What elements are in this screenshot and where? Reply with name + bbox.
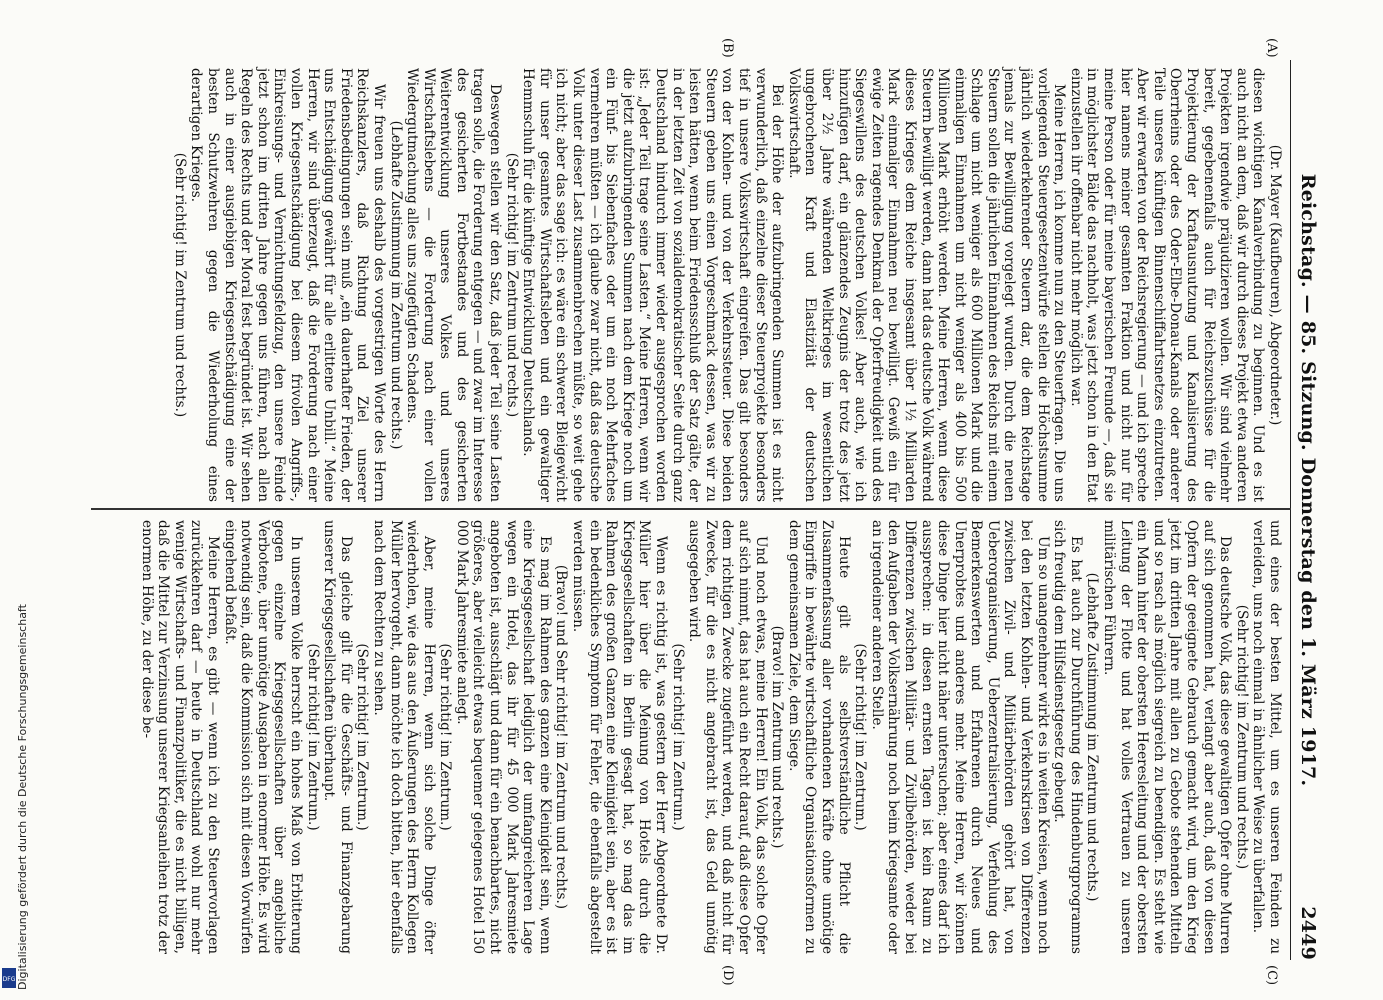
paragraph: Das gleiche gilt für die Geschäfts- und Finanzgebarung unserer Kriegsgesellschaften überhaupt. [321, 520, 354, 954]
paragraph: Wir freuen uns deshalb des vorgestrigen Worte des Herrn Reichskanzlers, daß Richtung und Ziel unserer Friedensbedingungen sein muß „ein dauerhafter Frieden, der uns Entschädigung gewährt für alle erlittene Unbill.“ Meine Herren, wir sind überzeugt, daß die Forderung nach einer vollen Kriegsentschädigung bei diesem frivolen Angriffs-, Einkreisungs- und Vernichtungsfeldzug, den unsere Feinde jetzt schon im dritten Jahre gegen uns führen, nach allen Regeln des Rechts und der Moral fest begründet ist. Wir sehen auch in einer ausgiebigen Kriegsentschädigung eine der besten Schutzwehren gegen die Wiederholung eines derartigen Krieges. [188, 68, 387, 502]
page-header [1290, 60, 1325, 960]
speaker-line: (Dr. Mayer (Kaufbeuren), Abgeordneter.) [1267, 144, 1283, 426]
page-number: 2449 [1297, 906, 1319, 960]
interjection: (Sehr richtig! im Zentrum.) [852, 643, 869, 831]
paragraph: Wenn es richtig ist, was gestern der Herr Abgeordnete Dr. Müller hier über die Meinung von Hotels durch die Kriegsgesellschaften in Berlin gesagt hat, so mag das im Rahmen des großen Ganzen eine Kleinigkeit sein, aber es ist ein bedenkliches Symptom für Fehler, die ebenfalls abgestellt werden müssen. [570, 520, 670, 954]
paragraph: und eines der besten Mittel, um es unseren Feinden zu verleiden, uns noch einmal in ähnlicher Weise zu überfallen. [1250, 520, 1283, 954]
credit-line: Digitalisierung gefördert durch die Deutsche Forschungsgemeinschaft [16, 604, 29, 990]
paragraph: Meine Herren, es gibt — wenn ich zu den Steuervorlagen zurückkehren darf — heute in Deutschland wohl nur mehr wenige Wirtschafts- und Finanzpolitiker, die es nicht billigen, daß die Mittel zur Verzinsung unserer Kriegsanleihen trotz der enormen Höhe, zu der diese be- [138, 520, 221, 954]
paragraph: Es hat auch zur Durchführung des Hindenburgprogramms sich freudig dem Hilfsdienstgesetz gebeugt. [1051, 520, 1084, 954]
interjection: (Lebhafte Zustimmung im Zentrum und rechts.) [387, 120, 404, 450]
margin-mark-a: (A) [1264, 38, 1279, 58]
interjection: (Sehr richtig! im Zentrum und rechts.) [503, 152, 520, 418]
paragraph: Bei der Höhe der aufzubringenden Summen ist es nicht verwunderlich, daß einzelne dieser Steuerprojekte besonders tief in unsere Volkswirtschaft eingreifen. Das gilt besonders von der Kohlen- und von der Verkehrssteuer. Diese beiden Steuern geben uns einen Vorgeschmack dessen, was wir zu leisten hätten, wenn beim Friedensschluß der Satz gälte, der in der letzten Zeit von sozialdemokratischer Seite durch ganz Deutschland hindurch immer wieder ausgesprochen worden ist: „Jeder Teil trage seine Lasten.“ Meine Herren, wenn wir die jetzt aufzubringenden Summen nach dem Kriege noch um ein Fünf- bis Siebenfaches oder um ein noch Mehrfaches vermehren müßten — ich glaube zwar nicht, daß das deutsche Volk unter dieser Last zusammenbrechen müßte, so weit gehe ich nicht; aber das sage ich: es wäre ein schwerer Bleigewicht für unser gesamtes Wirtschaftsleben und ein gewaltiger Hemmschuh für die künftige Entwicklung Deutschlands. [520, 68, 786, 502]
paragraph: Meine Herren, ich komme nun zu den Steuerfragen. Die uns vorliegenden Steuergesetzentwürfe stellen die Höchstsumme jährlich wiederkehrender Steuern dar, die dem Reichstage jemals zur Bewilligung vorgelegt wurden. Durch die neuen Steuern sollen die jährlichen Einnahmen des Reichs mit einem Schlage um nicht weniger als 600 Millionen Mark und die einmaligen Einnahmen um nicht weniger als 400 bis 500 Millionen Mark erhöht werden. Meine Herren, wenn diese Steuern bewilligt werden, dann hat das deutsche Volk während dieses Krieges dem Reiche insgesamt über 1½ Milliarden Mark einmaliger Einnahmen neu bewilligt. Gewiß ein für ewige Zeiten ragendes Denkmal der Opferfreudigkeit und des Siegeswillens des deutschen Volkes! Aber auch, wie ich hinzufügen darf, ein glänzendes Zeugnis der trotz des jetzt über 2½ Jahre währenden Weltkrieges im wesentlichen ungebrochenen Kraft und Elastizität der deutschen Volkswirtschaft. [785, 68, 1068, 502]
paragraph: Heute gilt als selbstverständliche Pflicht die Zusammenfassung aller vorhandenen Kräfte ohne unnötige Eingriffe in bewährte wirtschaftliche Organisationsformen zu dem gemeinsamen Ziele, dem Siege. [785, 520, 852, 954]
paragraph: diesen wichtigen Kanalverbindung zu beginnen. Und es ist auch nicht an dem, daß wir durch dieses Projekt etwa anderen Projekten irgendwie präjudizieren wollen. Wir sind vielmehr bereit, gegebenenfalls auch für Reichszuschüsse für die Projektierung der Kraftausnutzung und Kanalisierung des Oberrheins oder des Oder-Elbe-Donau-Kanals oder anderer Teile unseres künftigen Binnenschiffahrtsnetzes einzutreten. Aber wir erwarten von der Reichsregierung — und ich spreche hier namens meiner gesamten Fraktion und nicht nur für meine Person oder für meine bayerischen Freunde —, daß sie in möglichster Bälde das nachholt, was jetzt schon in den Etat einzustellen ihr offenbar nicht mehr möglich war. [1067, 68, 1267, 502]
interjection: (Sehr richtig! im Zentrum und rechts.) [1233, 604, 1250, 870]
svg-text:DFG: DFG [2, 976, 16, 983]
header-title: Reichstag. — 85. Sitzung. Donnerstag den 1. März 1917. [1297, 173, 1319, 787]
interjection: (Lebhafte Zustimmung im Zentrum und rechts.) [1084, 572, 1101, 902]
margin-mark-b: (B) [720, 38, 735, 58]
interjection: (Sehr richtig! im Zentrum.) [669, 643, 686, 831]
interjection: (Bravo! im Zentrum und rechts.) [769, 625, 786, 849]
rotated-page-content [85, 38, 1325, 986]
dfg-logo [2, 968, 16, 988]
interjection: (Sehr richtig! im Zentrum.) [304, 643, 321, 831]
right-column [138, 520, 1283, 954]
paragraph: Um so unangenehmer wirkt es in weiten Kreisen, wenn noch bei den letzten Kohlen- und Verkehrskrisen von Differenzen zwischen Zivil- und Militärbehörden gehört hat, von Ueberorganisierung, Ueberzentralisierung, Verfehlung des Bemerkenswerten und Erfahrenen durch Neues und Unerprobtes und anderes mehr. Meine Herren, wir können diese Dinge hier nicht näher untersuchen; aber eines darf ich aussprechen: in diesen ernsten Tagen ist kein Raum zu Differenzen zwischen Militär- und Zivilbehörden, weder bei den Aufgaben der Volksernährung noch beim Kriegsamte oder an irgendeiner anderen Stelle. [868, 520, 1051, 954]
paragraph: Aber, meine Herren, wenn sich solche Dinge öfter wiederholen, wie das aus den Äußerungen des Herrn Kollegen Müller hervorgeht, dann möchte ich doch bitten, hier ebenfalls nach dem Rechten zu sehen. [370, 520, 437, 954]
interjection: (Bravo! und Sehr richtig! im Zentrum und rechts.) [553, 564, 570, 910]
paragraph: Deswegen stellen wir den Satz, daß jeder Teil seine Lasten tragen solle, die Forderung entgegen — und zwar im Interesse des gesicherten Fortbestandes und des gesicherten Weiterentwicklung unseres Volkes und unseres Wirtschaftslebens — die Forderung nach einer vollen Wiedergutmachung alles uns zugefügten Schadens. [404, 68, 504, 502]
interjection: (Sehr richtig! im Zentrum und rechts.) [171, 152, 188, 418]
left-column [171, 68, 1283, 502]
paragraph: Es mag im Rahmen des ganzen eine Kleinigkeit sein, wenn eine Kriegsgesellschaft lediglich der umfangreicheren Lage wegen ein Hotel, das ihr für 45 000 Mark Jahresmiete angeboten ist, ausschlägt und dann für ein benachbartes, nicht größeres, aber vielleicht etwas bequemer gelegenes Hotel 150 000 Mark Jahresmiete anlegt. [453, 520, 553, 954]
margin-mark-c: (C) [1264, 965, 1279, 986]
paragraph: In unserem Volke herrscht ein hohes Maß von Erbitterung gegen einzelne Kriegsgesellschaften über angebliche Verbotene, über unnötige Ausgaben in enormer Höhe. Es wird notwendig sein, daß die Kommission sich mit diesen Vorwürfen eingehend befaßt. [221, 520, 304, 954]
column-divider [91, 508, 1291, 510]
paragraph: Und noch etwas, meine Herren! Ein Volk, das solche Opfer auf sich nimmt, das hat auch ein Recht darauf, daß diese Opfer dem richtigen Zwecke zugeführt werden, und daß nicht für Zwecke, für die es nicht angebracht ist, das Geld unnötig ausgegeben wird. [686, 520, 769, 954]
interjection: (Sehr richtig! im Zentrum.) [437, 643, 454, 831]
margin-mark-d: (D) [720, 965, 735, 986]
paragraph: Das deutsche Volk, das diese gewaltigen Opfer ohne Murren auf sich genommen hat, verlangt aber auch, daß von diesen Opfern der geeignete Gebrauch gemacht wird, um den Krieg jetzt im dritten Jahre mit allen zu Gebote stehenden Mitteln und so rasch als möglich siegreich zu beendigen. Es steht wie ein Mann hinter der obersten Heeresleitung und der obersten Leitung der Flotte und hat volles Vertrauen zu unseren militärischen Führern. [1101, 520, 1234, 954]
interjection: (Sehr richtig! im Zentrum.) [354, 643, 371, 831]
